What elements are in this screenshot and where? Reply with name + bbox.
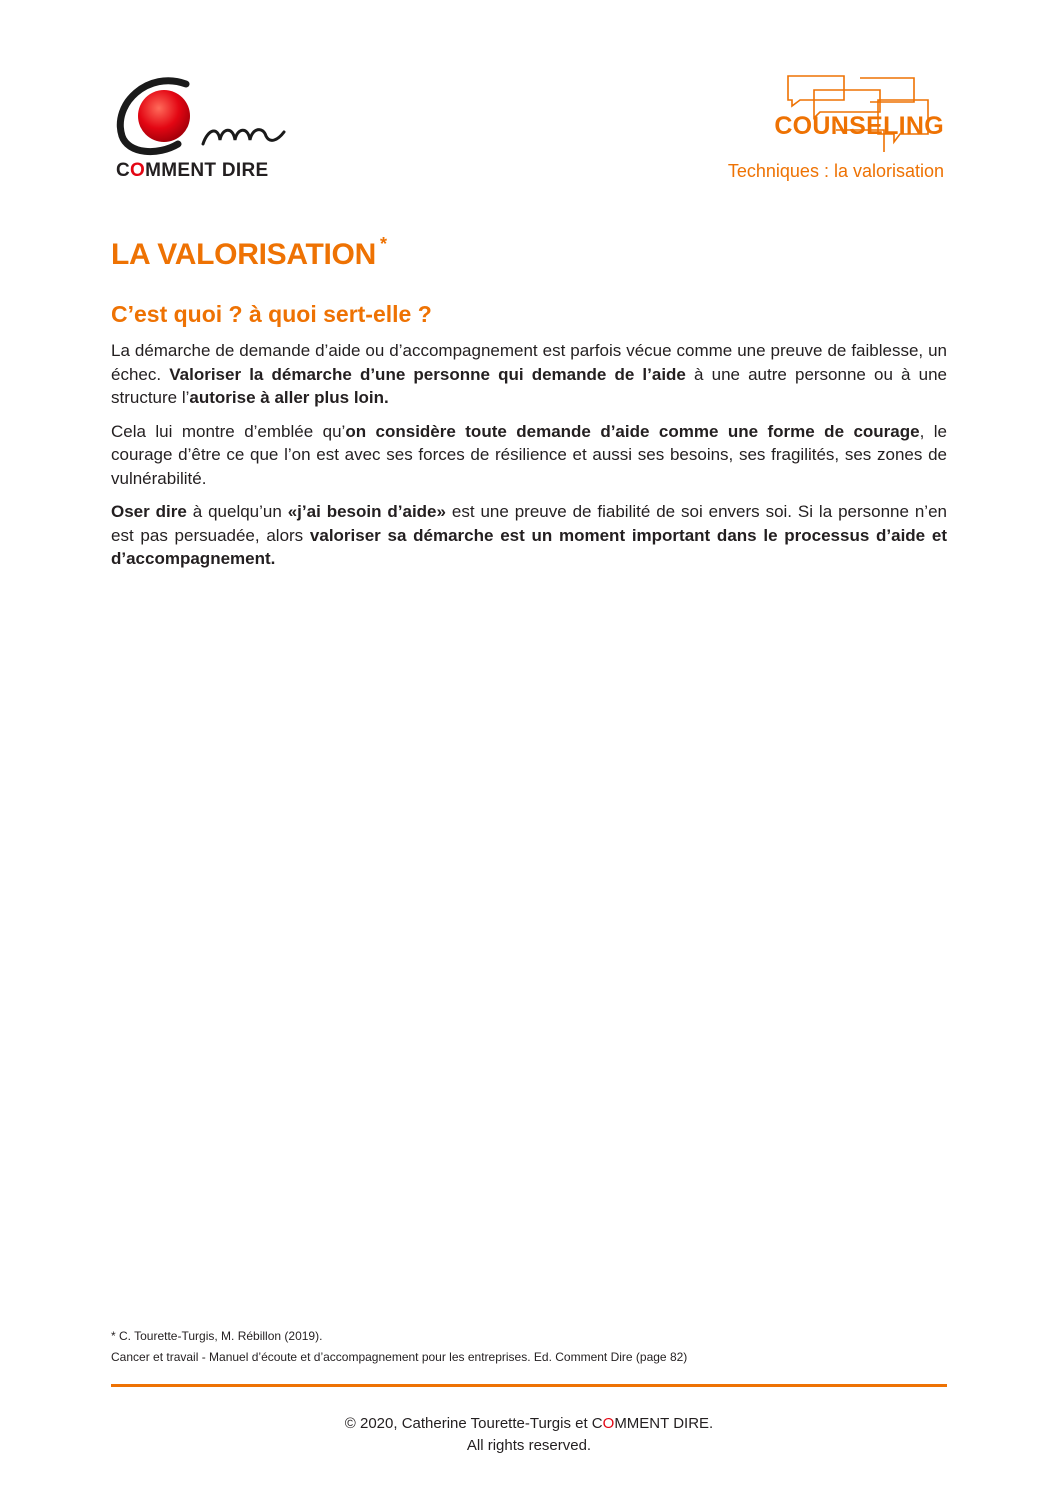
footnote-marker: * [379, 234, 387, 254]
category-label: COUNSELING [774, 112, 944, 140]
footnote-line-1: * C. Tourette-Turgis, M. Rébillon (2019). [111, 1329, 323, 1343]
copyright [0, 1413, 1058, 1457]
page-title: LA VALORISATION * [111, 234, 387, 271]
copyright-line-2: All rights reserved. [466, 1437, 592, 1454]
footnote [111, 1326, 687, 1368]
footer-divider [111, 1384, 947, 1387]
section-heading: C’est quoi ? à quoi sert-elle ? [111, 301, 432, 327]
copyright-line-1: © 2020, Catherine Tourette-Turgis et COMMENT DIRE. [344, 1415, 714, 1432]
paragraph-2: Cela lui montre d’emblée qu’on considère toute demande d’aide comme une forme de courage, le courage d’être ce que l’on est avec ses forces de résilience et aussi ses besoins, ses fragilités, ses zones de vulnérabilité. [111, 421, 947, 488]
paragraph-3: Oser dire à quelqu’un «j’ai besoin d’aide» est une preuve de fiabilité de soi envers soi. Si la personne n’en est pas persuadée, alors valoriser sa démarche est un moment important dans le processus d’aide et d’accompagnement. [111, 502, 947, 568]
brand-name: COMMENT DIRE [116, 160, 269, 181]
body-text [111, 339, 947, 581]
paragraph-1: La démarche de demande d’aide ou d’accompagnement est parfois vécue comme une preuve de faiblesse, un échec. Valoriser la démarche d’une personne qui demande de l’aide à une autre personne ou à une structure l’autorise à aller plus loin. [111, 341, 947, 407]
page-subtitle: Techniques : la valorisation [727, 161, 944, 181]
footnote-line-2: Cancer et travail - Manuel d’écoute et d’accompagnement pour les entreprises. Ed. Comment Dire (page 82) [111, 1350, 688, 1364]
